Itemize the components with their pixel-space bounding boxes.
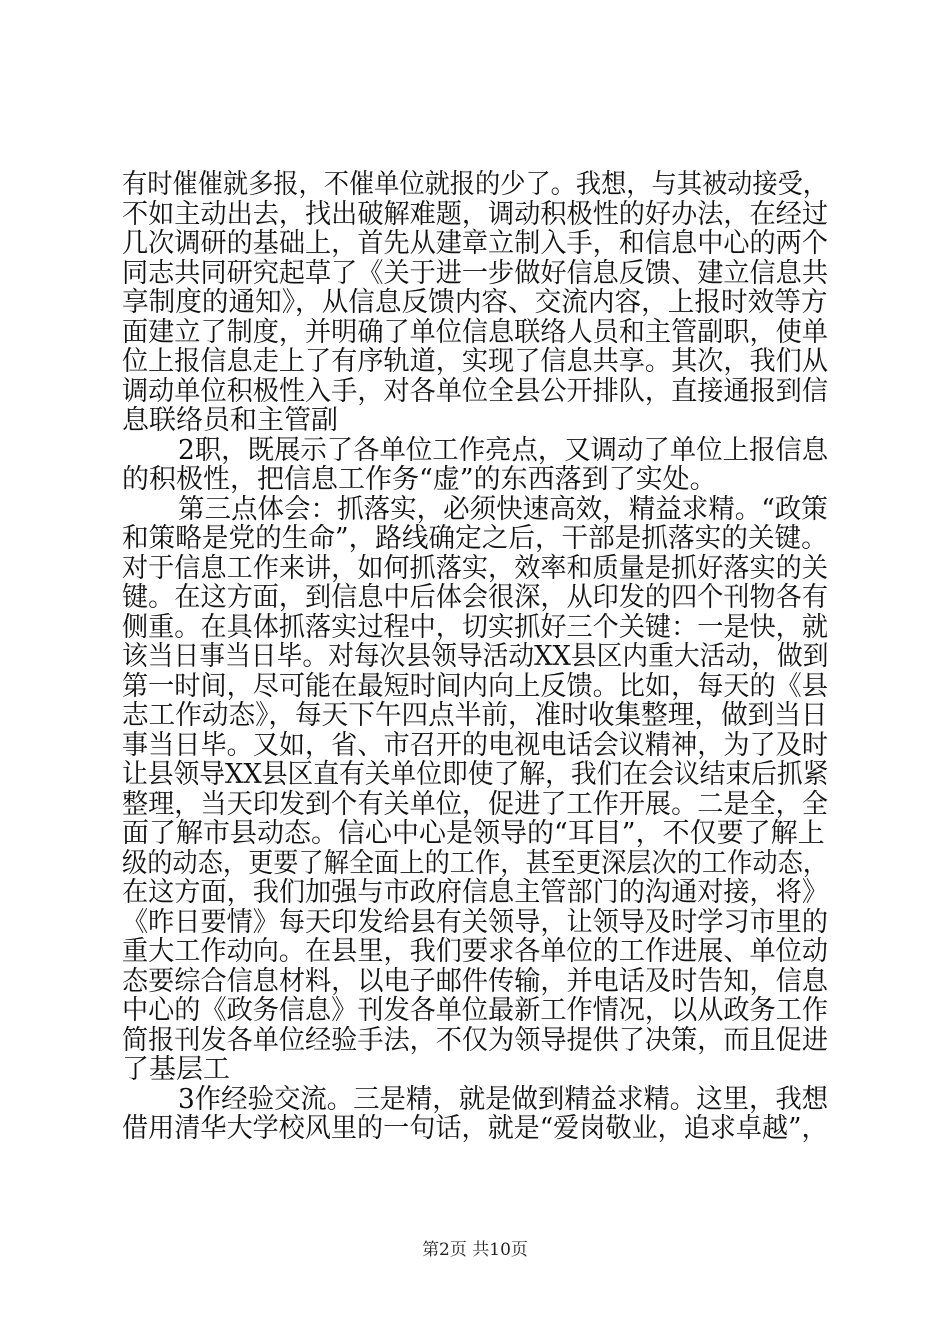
text-line: 对于信息工作来讲，如何抓落实，效率和质量是抓好落实的关: [122, 552, 828, 584]
text-line: 重大工作动向。在县里，我们要求各单位的工作进展、单位动: [122, 936, 828, 967]
text-line: 同志共同研究起草了《关于进一步做好信息反馈、建立信息共: [122, 257, 828, 289]
text-line: 位上报信息走上了有序轨道，实现了信息共享。其次，我们从: [122, 346, 828, 377]
text-line: 和策略是党的生命”，路线确定之后，干部是抓落实的关键。: [122, 523, 828, 554]
text-line: 几次调研的基础上，首先从建章立制入手，和信息中心的两个: [122, 228, 828, 259]
text-line: 中心的《政务信息》刊发各单位最新工作情况，以从政务工作: [122, 995, 828, 1026]
text-line: 《昨日要情》每天印发给县有关领导，让领导及时学习市里的: [122, 906, 828, 938]
text-line: 第三点体会：抓落实，必须快速高效，精益求精。“政策: [178, 493, 828, 525]
text-line: 第一时间，尽可能在最短时间内向上反馈。比如，每天的《县: [122, 670, 828, 702]
text-line: 2职，既展示了各单位工作亮点，又调动了单位上报信息: [178, 434, 829, 466]
text-line: 有时催催就多报，不催单位就报的少了。我想，与其被动接受，: [122, 169, 829, 200]
text-line: 3作经验交流。三是精，就是做到精益求精。这里，我想: [178, 1083, 829, 1115]
text-line: 整理，当天印发到个有关单位，促进了工作开展。二是全，全: [122, 788, 828, 820]
page-footer: 第2页 共10页: [422, 1240, 528, 1260]
text-line: 调动单位积极性入手，对各单位全县公开排队，直接通报到信: [122, 375, 828, 407]
text-line: 在这方面，我们加强与市政府信息主管部门的沟通对接，将》: [122, 877, 828, 908]
text-line: 了基层工: [122, 1054, 230, 1085]
text-line: 键。在这方面，到信息中后体会很深，从印发的四个刊物各有: [122, 582, 828, 613]
text-line: 侧重。在具体抓落实过程中，切实抓好三个关键：一是快，就: [122, 611, 828, 643]
text-line: 态要综合信息材料，以电子邮件传输，并电话及时告知，信息: [122, 965, 828, 997]
text-line: 事当日毕。又如，省、市召开的电视电话会议精神，为了及时: [122, 729, 828, 761]
text-line: 借用清华大学校风里的一句话，就是“爱岗敬业，追求卓越”，: [122, 1113, 828, 1144]
text-line: 面建立了制度，并明确了单位信息联络人员和主管副职，使单: [122, 316, 828, 348]
text-line: 该当日事当日毕。对每次县领导活动XX县区内重大活动，做到: [122, 641, 829, 672]
text-line: 不如主动出去，找出破解难题，调动积极性的好办法，在经过: [122, 198, 828, 230]
text-line: 级的动态，更要了解全面上的工作，甚至更深层次的工作动态，: [122, 847, 829, 879]
text-line: 志工作动态》，每天下午四点半前，准时收集整理，做到当日: [122, 700, 828, 731]
text-line: 面了解市县动态。信心中心是领导的“耳目”，不仅要了解上: [122, 818, 825, 849]
text-line: 享制度的通知》，从信息反馈内容、交流内容，上报时效等方: [122, 287, 828, 318]
text-line: 让县领导XX县区直有关单位即使了解，我们在会议结束后抓紧: [122, 759, 829, 790]
text-line: 简报刊发各单位经验手法，不仅为领导提供了决策，而且促进: [122, 1024, 828, 1056]
text-line: 的积极性，把信息工作务“虚”的东西落到了实处。: [122, 464, 717, 495]
text-line: 息联络员和主管副: [122, 405, 338, 436]
